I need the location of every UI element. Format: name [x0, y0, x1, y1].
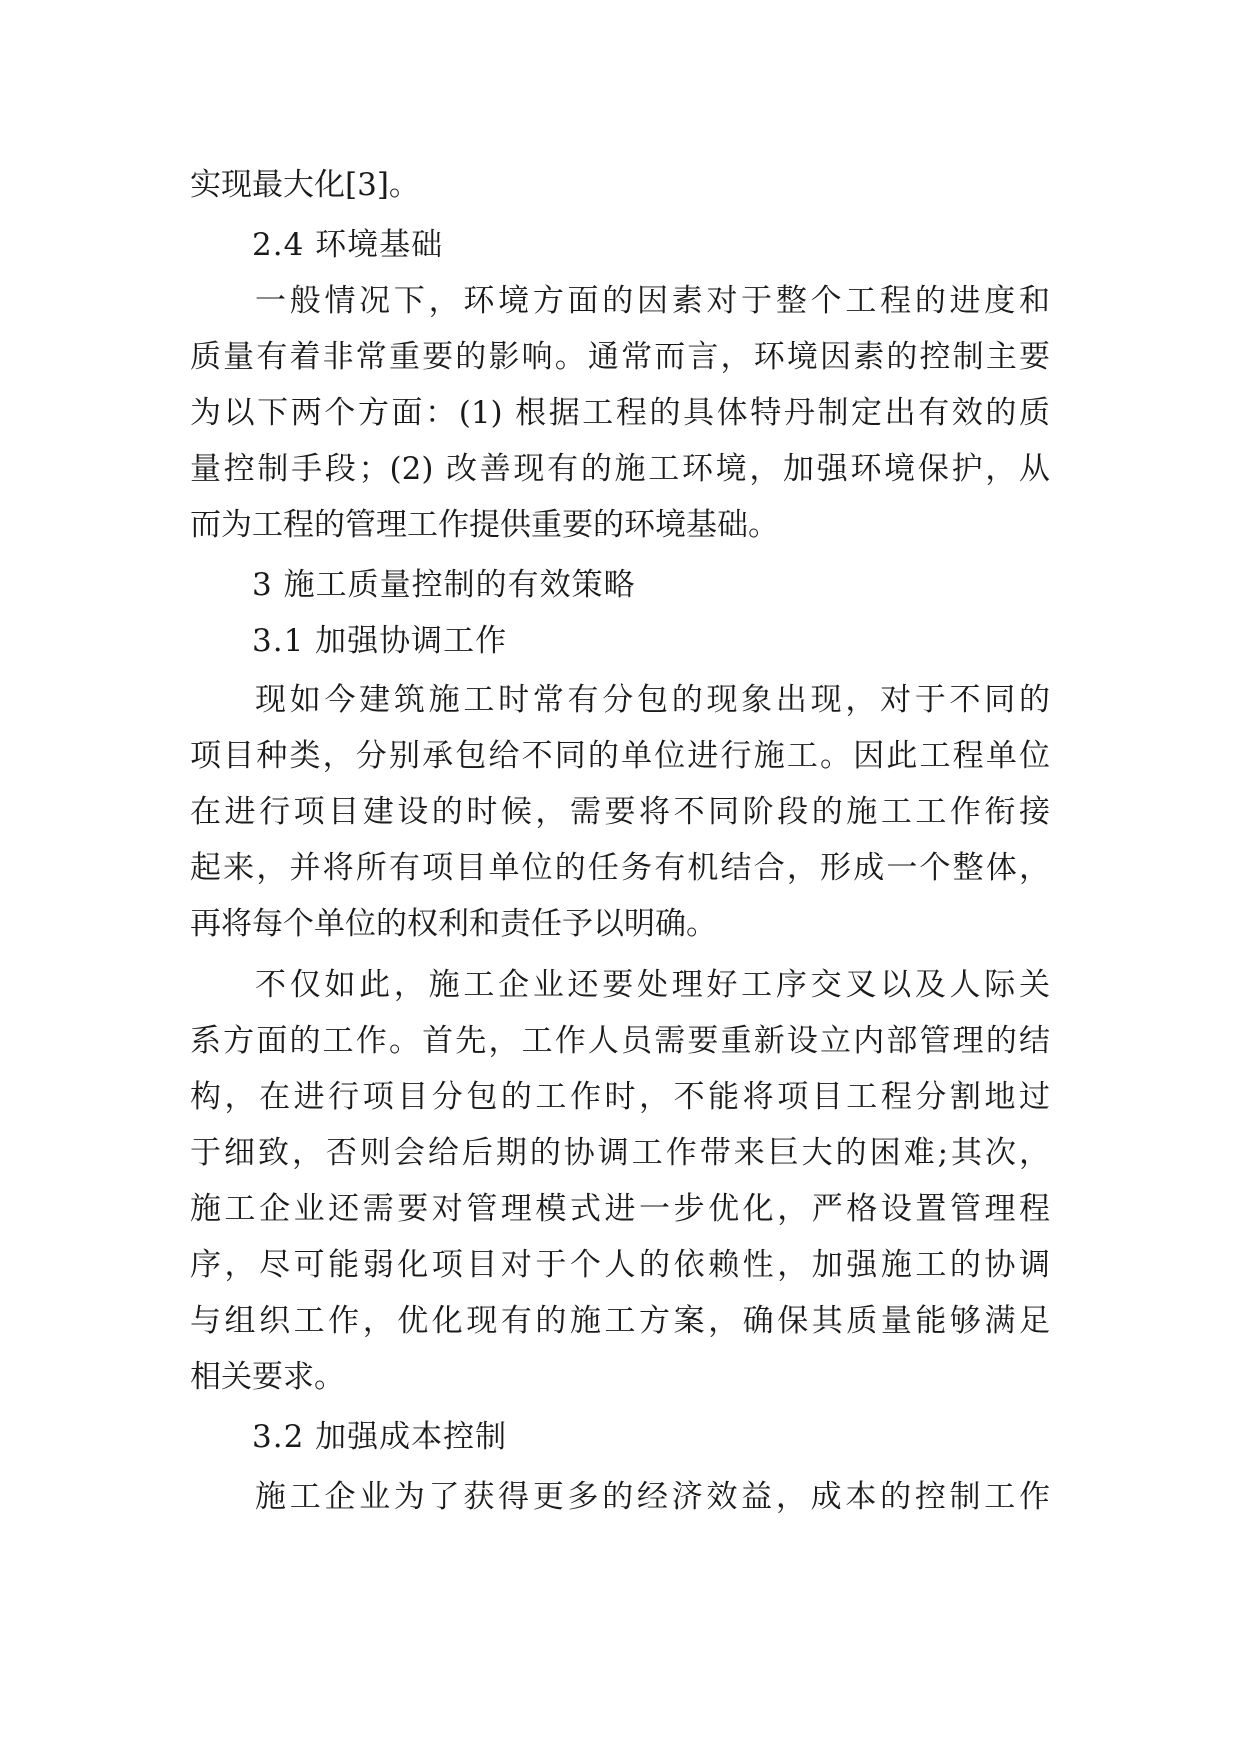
section-heading-3-2: 3.2 加强成本控制 — [252, 1419, 508, 1455]
section-heading-3-1: 3.1 加强协调工作 — [252, 623, 508, 659]
paragraph-line: 一般情况下，环境方面的因素对于整个工程的进度和 — [255, 283, 1050, 319]
paragraph-line: 现如今建筑施工时常有分包的现象出现，对于不同的 — [255, 682, 1050, 718]
paragraph-line: 构，在进行项目分包的工作时，不能将项目工程分割地过 — [190, 1079, 1050, 1115]
paragraph-line: 质量有着非常重要的影响。通常而言，环境因素的控制主要 — [190, 339, 1050, 375]
paragraph-line: 项目种类，分别承包给不同的单位进行施工。因此工程单位 — [190, 738, 1050, 774]
paragraph-line: 施工企业为了获得更多的经济效益，成本的控制工作 — [255, 1479, 1050, 1515]
paragraph-line: 与组织工作，优化现有的施工方案，确保其质量能够满足 — [190, 1303, 1050, 1339]
paragraph-line: 起来，并将所有项目单位的任务有机结合，形成一个整体， — [190, 850, 1050, 886]
paragraph-line: 相关要求。 — [190, 1359, 345, 1395]
paragraph-line: 量控制手段；(2) 改善现有的施工环境，加强环境保护，从 — [190, 451, 1050, 487]
paragraph-line: 序，尽可能弱化项目对于个人的依赖性，加强施工的协调 — [190, 1247, 1050, 1283]
section-heading-3: 3 施工质量控制的有效策略 — [252, 567, 636, 603]
paragraph-line: 不仅如此，施工企业还要处理好工序交叉以及人际关 — [255, 967, 1050, 1003]
paragraph-line: 施工企业还需要对管理模式进一步优化，严格设置管理程 — [190, 1191, 1050, 1227]
paragraph-line: 系方面的工作。首先，工作人员需要重新设立内部管理的结 — [190, 1023, 1050, 1059]
section-heading-2-4: 2.4 环境基础 — [252, 227, 444, 263]
paragraph-end-line: 实现最大化[3]。 — [190, 167, 420, 203]
paragraph-line: 再将每个单位的权利和责任予以明确。 — [190, 906, 717, 942]
paragraph-line: 于细致，否则会给后期的协调工作带来巨大的困难;其次， — [190, 1135, 1050, 1171]
paragraph-line: 为以下两个方面：(1) 根据工程的具体特丹制定出有效的质 — [190, 395, 1050, 431]
paragraph-line: 而为工程的管理工作提供重要的环境基础。 — [190, 507, 779, 543]
paragraph-line: 在进行项目建设的时候，需要将不同阶段的施工工作衔接 — [190, 794, 1050, 830]
